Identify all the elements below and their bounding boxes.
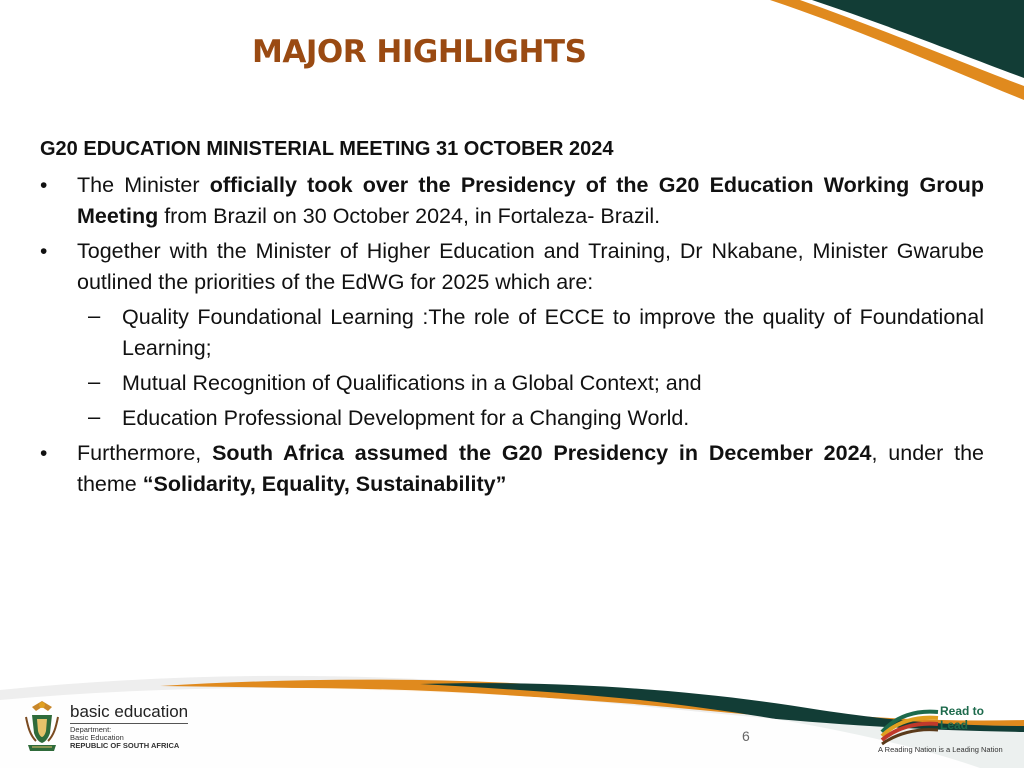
dbe-name: basic education — [70, 702, 189, 721]
coat-of-arms-icon — [18, 697, 66, 755]
bullet-text: , under the theme — [77, 441, 985, 496]
sub-bullet-text: Mutual Recognition of Qualifications in a Global Context; and — [122, 371, 702, 395]
read-to-lead-logo — [876, 700, 1008, 760]
bullet-text: The Minister — [77, 173, 210, 197]
content-body — [40, 170, 984, 504]
sub-bullet-foundational-learning — [40, 302, 984, 364]
read-to-lead-title: Read to Lead — [940, 704, 985, 732]
bullet-bold-text: “Solidarity, Equality, Sustainability” — [142, 472, 507, 496]
dash-glyph: – — [88, 404, 101, 429]
bullet-text: Furthermore, — [77, 441, 213, 465]
bullet-bold-text: South Africa assumed the G20 Presidency in December 2024 — [212, 441, 872, 465]
bullet-glyph: • — [40, 174, 48, 197]
dbe-country: REPUBLIC OF SOUTH AFRICA — [70, 741, 180, 750]
bullet-bold-text: officially took over the Presidency of the G20 Education Working Group Meeting — [77, 173, 984, 228]
bullet-glyph: • — [40, 442, 48, 465]
slide-title: MAJOR HIGHLIGHTS — [252, 34, 587, 70]
book-icon — [876, 702, 942, 746]
dbe-logo — [18, 697, 198, 757]
sub-bullet-qualifications — [40, 368, 984, 399]
sub-bullet-text: Education Professional Development for a Changing World. — [122, 406, 690, 430]
dbe-department-name: Basic Education — [70, 733, 124, 742]
bullet-glyph: • — [40, 240, 48, 263]
dash-glyph: – — [88, 369, 101, 394]
page-number: 6 — [742, 728, 750, 744]
bullet-text: from Brazil on 30 October 2024, in Fortaleza- Brazil. — [158, 204, 661, 228]
dbe-divider — [70, 723, 188, 724]
read-to-lead-tagline: A Reading Nation is a Leading Nation — [878, 745, 1003, 754]
bullet-g20-presidency — [40, 438, 984, 500]
bullet-priorities-intro — [40, 236, 984, 298]
dash-glyph: – — [88, 303, 101, 328]
section-heading: G20 EDUCATION MINISTERIAL MEETING 31 OCTOBER 2024 — [40, 138, 614, 160]
sub-bullet-professional-development — [40, 403, 984, 434]
dbe-department-label: Department: — [70, 725, 112, 734]
bullet-text: Together with the Minister of Higher Education and Training, Dr Nkabane, Minister Gwarube outlined the priorities of the EdWG for 2025 which are: — [77, 239, 984, 294]
sub-bullet-text: Quality Foundational Learning :The role of ECCE to improve the quality of Foundational Learning; — [122, 305, 984, 360]
bullet-presidency-handover — [40, 170, 984, 232]
